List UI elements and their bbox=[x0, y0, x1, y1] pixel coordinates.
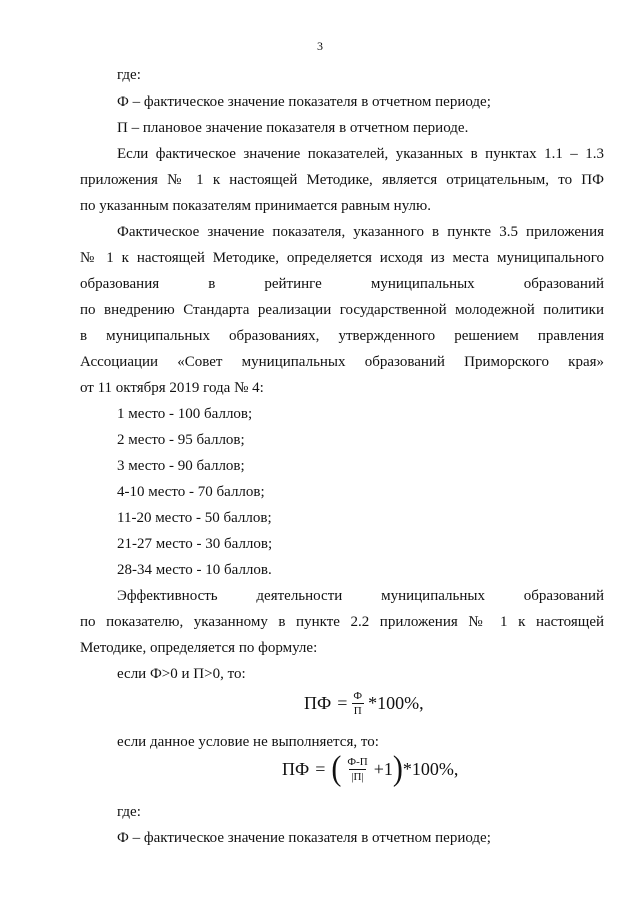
fraction-numerator: Ф bbox=[353, 690, 363, 702]
formula-2 bbox=[282, 749, 459, 788]
text-line: Эффективность деятельности муниципальных образований bbox=[117, 588, 604, 604]
text-line: от 11 октября 2019 года № 4: bbox=[80, 380, 264, 396]
right-paren: ) bbox=[392, 749, 403, 788]
text-line: по указанным показателям принимается равным нулю. bbox=[80, 198, 431, 214]
rating-item: 11-20 место - 50 баллов; bbox=[117, 510, 272, 526]
page-number: 3 bbox=[317, 39, 323, 53]
text-line: по внедрению Стандарта реализации государственной молодежной политики bbox=[80, 302, 604, 318]
text-line: Ассоциации «Совет муниципальных образований Приморского края» bbox=[80, 354, 604, 370]
text-line: по показателю, указанному в пункте 2.2 приложения № 1 к настоящей bbox=[80, 614, 604, 630]
rating-item: 1 место - 100 баллов; bbox=[117, 406, 253, 422]
left-paren: ( bbox=[331, 749, 342, 788]
text-line: если Ф>0 и П>0, то: bbox=[117, 666, 246, 682]
formula-lhs: ПФ bbox=[282, 758, 310, 779]
rating-item: 21-27 место - 30 баллов; bbox=[117, 536, 273, 552]
fraction-denominator: |П| bbox=[351, 770, 364, 783]
formula-lhs: ПФ bbox=[304, 693, 332, 713]
formula-tail: *100%, bbox=[402, 758, 459, 779]
formula-fraction bbox=[345, 756, 369, 783]
rating-item: 4-10 место - 70 баллов; bbox=[117, 484, 265, 500]
text-line: № 1 к настоящей Методике, определяется исходя из места муниципального bbox=[80, 250, 604, 266]
formula-eq: = bbox=[315, 758, 326, 779]
text-line: в муниципальных образованиях, утвержденного решением правления bbox=[80, 328, 604, 344]
rating-item: 3 место - 90 баллов; bbox=[117, 458, 245, 474]
formula-1 bbox=[304, 690, 424, 717]
text-line: если данное условие не выполняется, то: bbox=[117, 734, 379, 750]
text-line: где: bbox=[117, 804, 141, 820]
formula-eq: = bbox=[337, 693, 348, 713]
formula-tail: *100%, bbox=[368, 693, 424, 713]
fraction-denominator: П bbox=[353, 705, 362, 717]
text-line: Если фактическое значение показателей, указанных в пунктах 1.1 – 1.3 bbox=[117, 146, 604, 162]
text-line: Ф – фактическое значение показателя в отчетном периоде; bbox=[117, 830, 491, 846]
rating-item: 28-34 место - 10 баллов. bbox=[117, 562, 272, 578]
text-line: приложения № 1 к настоящей Методике, является отрицательным, то ПФ bbox=[80, 172, 604, 188]
text-line: Методике, определяется по формуле: bbox=[80, 640, 318, 656]
text-line: П – плановое значение показателя в отчетном периоде. bbox=[117, 120, 469, 136]
text-line: где: bbox=[117, 67, 141, 83]
rating-item: 2 место - 95 баллов; bbox=[117, 432, 245, 448]
text-line: образования в рейтинге муниципальных образований bbox=[80, 276, 604, 292]
text-line: Фактическое значение показателя, указанного в пункте 3.5 приложения bbox=[117, 224, 604, 240]
formula-plus-one: +1 bbox=[373, 758, 393, 779]
fraction-numerator: Ф-П bbox=[347, 755, 368, 768]
text-line: Ф – фактическое значение показателя в отчетном периоде; bbox=[117, 94, 491, 110]
formula-fraction bbox=[351, 690, 364, 717]
